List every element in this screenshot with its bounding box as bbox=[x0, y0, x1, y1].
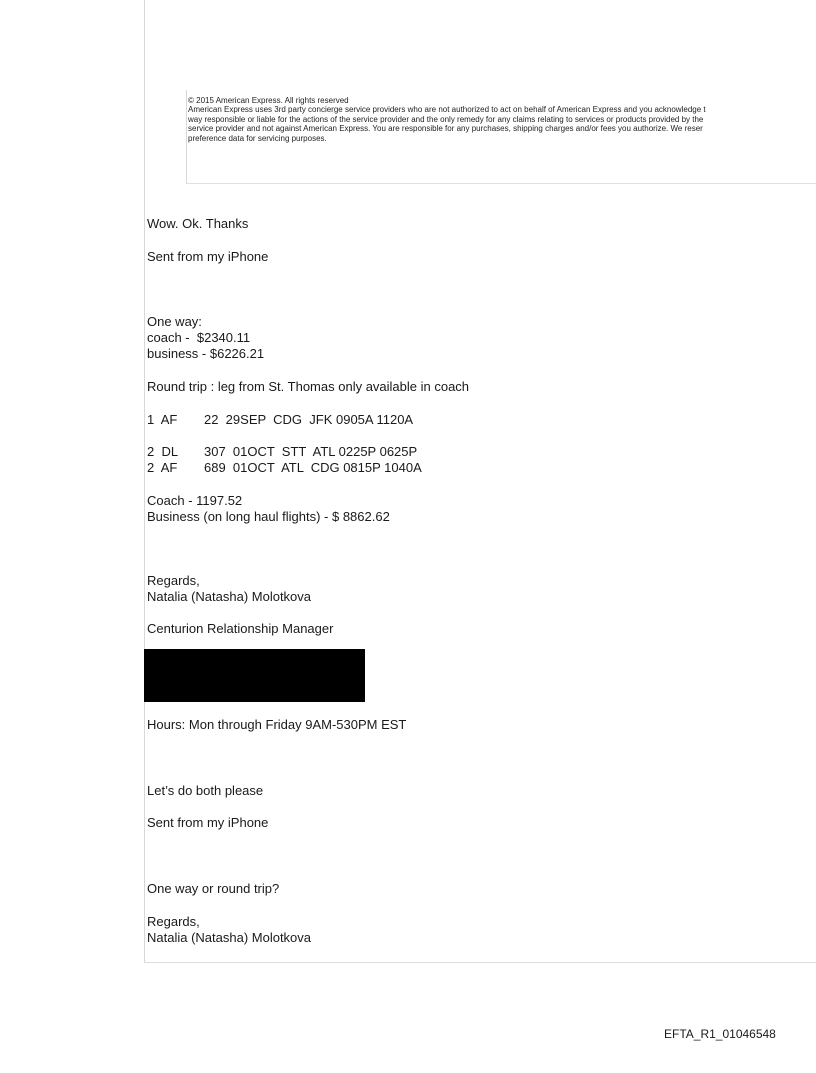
sender-title: Centurion Relationship Manager bbox=[147, 621, 334, 636]
question-text: One way or round trip? bbox=[147, 881, 280, 896]
office-hours: Hours: Mon through Friday 9AM-530PM EST bbox=[147, 717, 407, 732]
regards-text: Regards, bbox=[147, 573, 200, 588]
copyright-line: © 2015 American Express. All rights reserved bbox=[188, 96, 349, 105]
coach-round-trip-fare: Coach - 1197.52 bbox=[147, 493, 243, 508]
one-way-label: One way: bbox=[147, 314, 202, 329]
round-trip-note: Round trip : leg from St. Thomas only available in coach bbox=[147, 379, 470, 394]
flight-segment-code: 1 AF bbox=[147, 412, 178, 427]
redaction-block bbox=[144, 649, 365, 702]
coach-one-way-fare: coach - $2340.11 bbox=[147, 330, 251, 345]
flight-segment-detail: 22 29SEP CDG JFK 0905A 1120A bbox=[204, 412, 414, 427]
sender-name: Natalia (Natasha) Molotkova bbox=[147, 589, 312, 604]
flight-segment-code: 2 DL bbox=[147, 444, 179, 459]
reply-text: Wow. Ok. Thanks bbox=[147, 216, 249, 231]
flight-segment-code: 2 AF bbox=[147, 460, 178, 475]
regards-text: Regards, bbox=[147, 914, 200, 929]
sent-from-signature: Sent from my iPhone bbox=[147, 249, 269, 264]
disclaimer-line: preference data for servicing purposes. bbox=[188, 133, 327, 143]
business-one-way-fare: business - $6226.21 bbox=[147, 346, 265, 361]
flight-segment-detail: 689 01OCT ATL CDG 0815P 1040A bbox=[204, 460, 422, 475]
reply-text: Let’s do both please bbox=[147, 783, 264, 798]
business-round-trip-fare: Business (on long haul flights) - $ 8862.62 bbox=[147, 509, 390, 524]
amex-disclaimer bbox=[188, 96, 816, 143]
disclaimer-line: way responsible or liable for the actions of the service provider and the only remedy for any claims relating to services or products provided by the bbox=[188, 114, 704, 124]
disclaimer-line: service provider and not against American Express. You are responsible for any purchases, shipping charges and/or fees you authorize. We reser bbox=[188, 124, 703, 134]
flight-segment-detail: 307 01OCT STT ATL 0225P 0625P bbox=[204, 444, 418, 459]
disclaimer-line: American Express uses 3rd party concierge service providers who are not authorized to act on behalf of American Express and you acknowledge t bbox=[188, 105, 706, 115]
sent-from-signature: Sent from my iPhone bbox=[147, 815, 269, 830]
sender-name: Natalia (Natasha) Molotkova bbox=[147, 930, 312, 945]
bates-number: EFTA_R1_01046548 bbox=[664, 1027, 776, 1041]
